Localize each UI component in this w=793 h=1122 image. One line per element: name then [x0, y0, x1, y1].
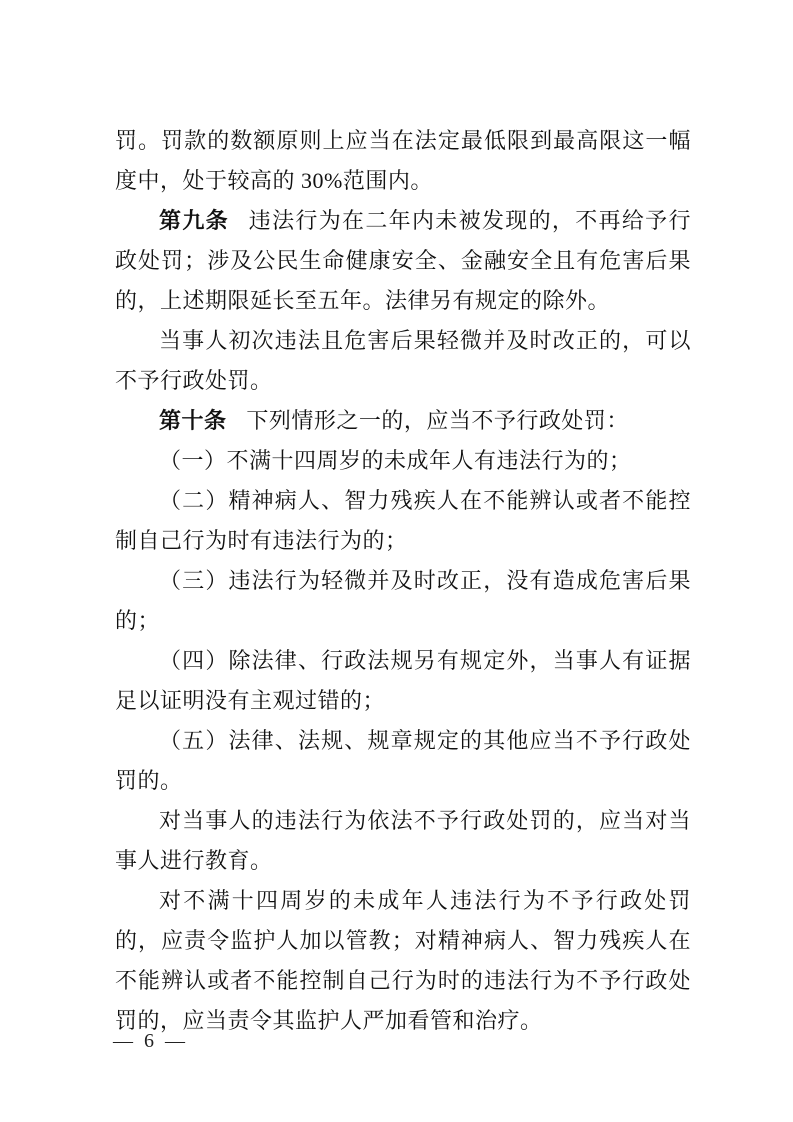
paragraph-text: 罚。罚款的数额原则上应当在法定最低限到最高限这一幅度中，处于较高的 30%范围内。: [115, 128, 691, 193]
paragraph-text: 违法行为在二年内未被发现的，不再给予行政处罚；涉及公民生命健康安全、金融安全且有危害后果的，上述期限延长至五年。法律另有规定的除外。: [115, 208, 691, 313]
paragraph-text: 对当事人的违法行为依法不予行政处罚的，应当对当事人进行教育。: [115, 808, 691, 873]
paragraph: [115, 801, 691, 881]
page-number: — 6 —: [113, 1030, 188, 1052]
paragraph: [115, 121, 691, 201]
paragraph-text: （三）违法行为轻微并及时改正，没有造成危害后果的；: [115, 568, 691, 633]
paragraph: [115, 201, 691, 321]
paragraph-text: （一）不满十四周岁的未成年人有违法行为的；: [159, 448, 632, 473]
paragraph-text: （四）除法律、行政法规另有规定外，当事人有证据足以证明没有主观过错的；: [115, 648, 691, 713]
paragraph-text: 对不满十四周岁的未成年人违法行为不予行政处罚的，应责令监护人加以管教；对精神病人、智力残疾人在不能辨认或者不能控制自己行为时的违法行为不予行政处罚的，应当责令其监护人严加看管和治疗。: [115, 888, 691, 1033]
paragraph: [115, 321, 691, 401]
paragraph: [115, 561, 691, 641]
paragraph-text: 当事人初次违法且危害后果轻微并及时改正的，可以不予行政处罚。: [115, 328, 691, 393]
paragraph-text: （二）精神病人、智力残疾人在不能辨认或者不能控制自己行为时有违法行为的；: [115, 488, 691, 553]
paragraph: [115, 881, 691, 1041]
paragraph-text: 下列情形之一的，应当不予行政处罚：: [246, 408, 629, 433]
article-number: 第九条: [159, 208, 229, 233]
paragraph: [115, 721, 691, 801]
paragraph-text: （五）法律、法规、规章规定的其他应当不予行政处罚的。: [115, 728, 691, 793]
paragraph: [115, 641, 691, 721]
paragraph: [115, 481, 691, 561]
paragraph: [115, 401, 691, 441]
document-body: [115, 121, 691, 1041]
paragraph: [115, 441, 691, 481]
article-number: 第十条: [159, 408, 227, 433]
